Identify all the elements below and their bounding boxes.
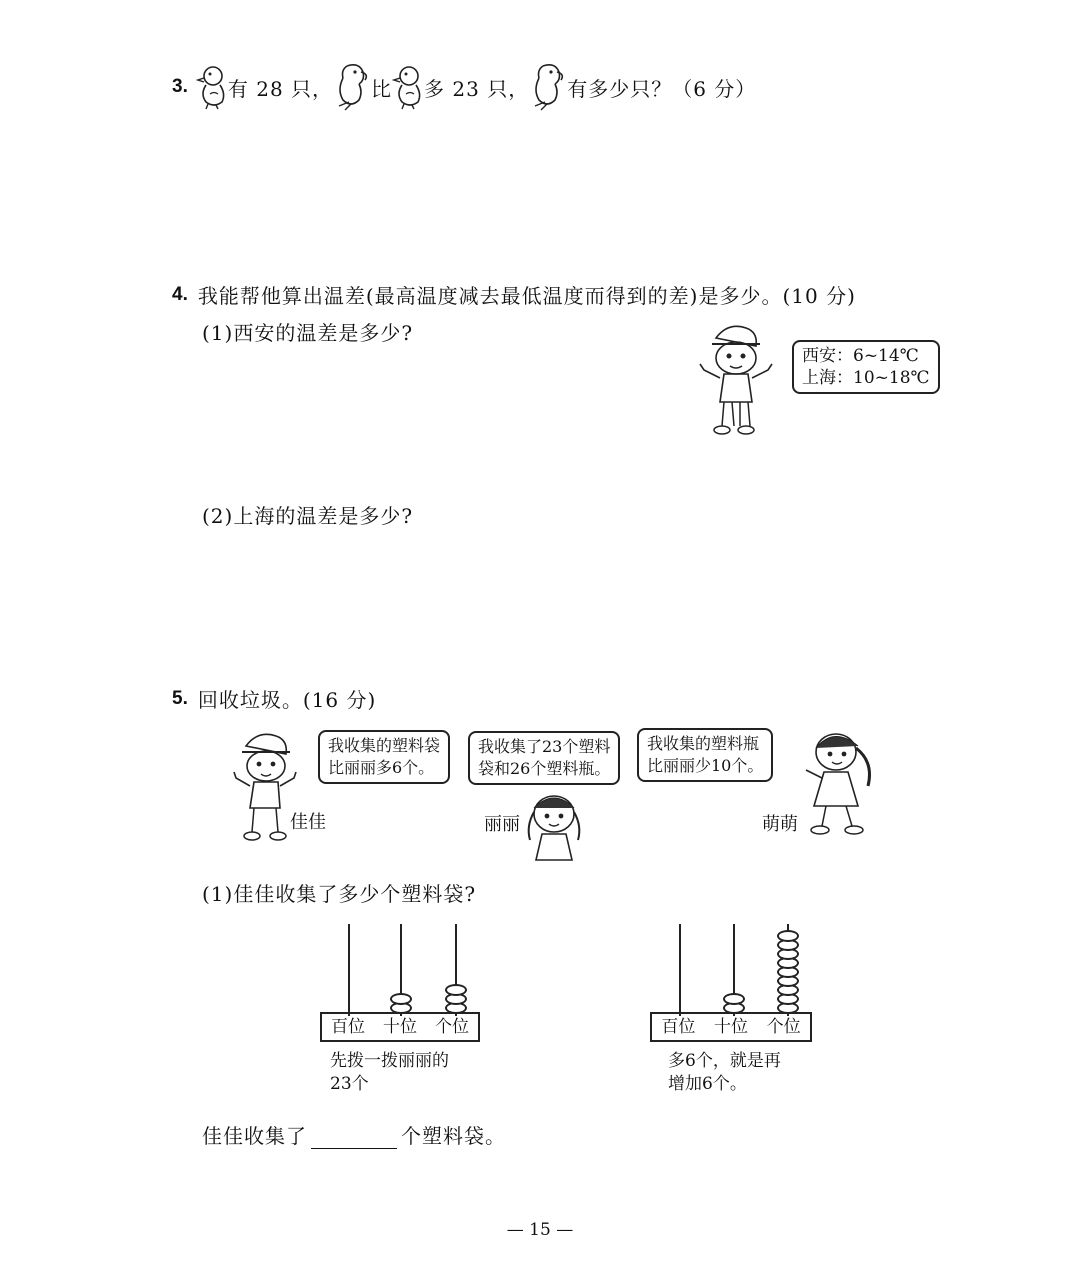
mengmeng-speech-bubble: [637, 728, 773, 782]
name-jiajia: 佳佳: [290, 812, 326, 833]
lili-speech-bubble: [468, 731, 620, 785]
bubble-line: 我收集的塑料瓶: [647, 734, 760, 753]
bubble-line: 我收集的塑料袋: [328, 736, 441, 755]
boy-illustration: [698, 318, 790, 440]
bubble-line: 比丽丽少10个。: [647, 756, 764, 775]
question-5-title: [172, 684, 376, 713]
name-lili: 丽丽: [484, 814, 520, 835]
q3-text-4: 有多少只？（6 分）: [567, 76, 757, 101]
abacus-rod-hundreds: [348, 924, 350, 1016]
duck-icon: [392, 64, 424, 110]
label-ones: 个位: [435, 1017, 469, 1037]
q3-text-2: 比: [371, 76, 393, 101]
caption-line: 多6个，就是再: [668, 1051, 781, 1071]
parrot-icon: [529, 62, 567, 112]
q4-sub-question-2: (2)上海的温差是多少?: [202, 504, 414, 528]
caption-line: 先拨一拨丽丽的: [330, 1051, 449, 1071]
question-number: 4.: [172, 283, 188, 305]
xian-temperature: 西安：6~14℃: [802, 346, 919, 366]
mengmeng-illustration: [800, 722, 880, 840]
answer-prefix: 佳佳收集了: [202, 1124, 307, 1148]
q3-text-3: 多 23 只，: [424, 76, 530, 101]
shanghai-temperature: 上海：10~18℃: [802, 368, 930, 388]
q4-title-text: 我能帮他算出温差(最高温度减去最低温度而得到的差)是多少。(10 分): [197, 284, 856, 308]
abacus-bead: [777, 930, 799, 942]
page-number: — 15 —: [506, 1220, 574, 1240]
abacus-place-labels: [650, 1012, 812, 1042]
label-tens: 十位: [714, 1017, 748, 1037]
question-3: [172, 62, 756, 112]
question-number: 3.: [172, 76, 188, 97]
question-4-title: [172, 280, 856, 309]
question-number: 5.: [172, 687, 188, 709]
label-tens: 十位: [383, 1017, 417, 1037]
abacus-bead: [445, 984, 467, 996]
q5-title-text: 回收垃圾。(16 分): [197, 688, 377, 712]
answer-suffix: 个塑料袋。: [401, 1124, 506, 1148]
label-ones: 个位: [766, 1017, 801, 1037]
label-hundreds: 百位: [661, 1017, 696, 1037]
lili-illustration: [518, 786, 590, 862]
bubble-line: 比丽丽多6个。: [328, 758, 435, 777]
label-hundreds: 百位: [331, 1017, 365, 1037]
duck-icon: [196, 64, 228, 110]
abacus-rod-hundreds: [679, 924, 681, 1016]
abacus-2-caption: [668, 1050, 781, 1096]
abacus-bead: [390, 993, 412, 1005]
temperature-speech-bubble: [792, 340, 940, 394]
q5-answer-line: [202, 1120, 506, 1149]
caption-line: 23个: [330, 1074, 369, 1094]
answer-blank[interactable]: [311, 1130, 397, 1149]
bubble-line: 袋和26个塑料瓶。: [478, 759, 611, 778]
q3-text-1: 有 28 只，: [227, 76, 334, 101]
q5-sub-question-1: (1)佳佳收集了多少个塑料袋?: [202, 882, 477, 906]
parrot-icon: [333, 62, 371, 112]
bubble-line: 我收集了23个塑料: [478, 737, 611, 756]
abacus-bead: [723, 993, 745, 1005]
abacus-place-labels: [320, 1012, 480, 1042]
q4-sub-question-1: (1)西安的温差是多少?: [202, 321, 414, 345]
name-mengmeng: 萌萌: [762, 814, 798, 835]
jiajia-speech-bubble: [318, 730, 450, 784]
caption-line: 增加6个。: [668, 1074, 747, 1094]
abacus-1-caption: [330, 1050, 449, 1096]
